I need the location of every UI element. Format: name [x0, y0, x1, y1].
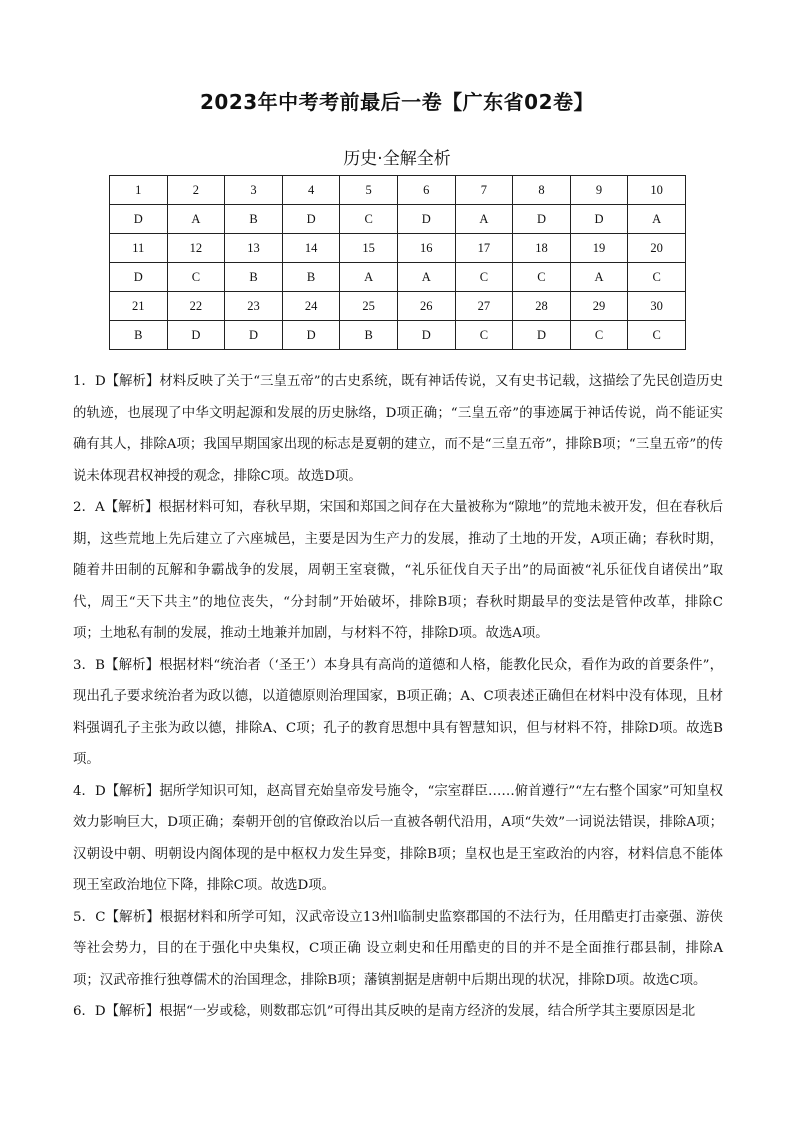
table-cell: D [110, 263, 168, 292]
page-subtitle: 历史·全解全析 [343, 149, 451, 169]
table-cell: C [455, 263, 513, 292]
table-cell: D [570, 205, 628, 234]
table-cell: 29 [570, 292, 628, 321]
table-cell: B [225, 205, 283, 234]
table-cell: 17 [455, 234, 513, 263]
table-cell: 23 [225, 292, 283, 321]
table-cell: C [570, 321, 628, 350]
table-cell: D [167, 321, 225, 350]
table-cell: 6 [397, 176, 455, 205]
table-cell: C [628, 321, 686, 350]
table-cell: A [570, 263, 628, 292]
analysis-section [73, 366, 723, 1028]
analysis-paragraph-6: 6．D【解析】根据“一岁或稔，则数郡忘饥”可得出其反映的是南方经济的发展，结合所学其主要原因是北 [73, 1004, 696, 1019]
table-cell: A [340, 263, 398, 292]
table-cell: 18 [513, 234, 571, 263]
page-title: 2023年中考考前最后一卷【广东省02卷】 [200, 90, 594, 114]
table-cell: 3 [225, 176, 283, 205]
table-cell: D [513, 205, 571, 234]
table-cell: 5 [340, 176, 398, 205]
table-cell: 11 [110, 234, 168, 263]
answer-table [109, 175, 686, 350]
table-cell: B [282, 263, 340, 292]
table-cell: 12 [167, 234, 225, 263]
analysis-paragraph-5: 5．C【解析】根据材料和所学可知，汉武帝设立13州l临制史监察郡国的不法行为，任用酷吏打击豪强、游侠等社会势力，目的在于强化中央集权，C项正确 设立刺史和任用酷吏的目的并不是全面推行郡县制，排除A项；汉武帝推行独尊儒术的治国理念，排除B项；藩镇割据是唐朝中后期出现的状况，排除D项。故选C项。 [73, 909, 723, 988]
analysis-paragraph-3: 3．B【解析】根据材料“统治者（‘圣王’）本身具有高尚的道德和人格，能教化民众，看作为政的首要条件”，现出孔子要求统治者为政以德，以道德原则治理国家，B项正确；A、C项表述正确但在材料中没有体现，且材料强调孔子主张为政以德，排除A、C项；孔子的教育思想中具有智慧知识，但与材料不符，排除D项。故选B项。 [73, 657, 723, 767]
table-row [110, 263, 686, 292]
table-cell: A [455, 205, 513, 234]
table-cell: 1 [110, 176, 168, 205]
table-row [110, 292, 686, 321]
table-cell: B [340, 321, 398, 350]
table-cell: A [397, 263, 455, 292]
table-cell: 22 [167, 292, 225, 321]
table-cell: C [167, 263, 225, 292]
table-cell: 28 [513, 292, 571, 321]
analysis-paragraph-4: 4．D【解析】据所学知识可知，赵高冒充始皇帝发号施令，“宗室群臣……俯首遵行”“左右整个国家”可知皇权效力影响巨大，D项正确；秦朝开创的官僚政治以后一直被各朝代沿用，A项“失效”一词说法错误，排除A项；汉朝设中朝、明朝设内阁体现的是中枢权力发生异变，排除B项；皇权也是王室政治的内容，材料信息不能体现王室政治地位下降，排除C项。故选D项。 [73, 783, 723, 893]
table-cell: 19 [570, 234, 628, 263]
table-cell: 9 [570, 176, 628, 205]
table-cell: 2 [167, 176, 225, 205]
analysis-paragraph-2: 2．A【解析】根据材料可知，春秋早期，宋国和郑国之间存在大量被称为“隙地”的荒地未被开发，但在春秋后期，这些荒地上先后建立了六座城邑，主要是因为生产力的发展，推动了土地的开发，A项正确；春秋时期，随着井田制的瓦解和争霸战争的发展，周朝王室衰微，“礼乐征伐自天子出”的局面被“礼乐征伐自诸侯出”取代，周王“天下共主”的地位丧失，“分封制”开始破坏，排除B项；春秋时期最早的变法是管仲改革，排除C项；土地私有制的发展，推动土地兼并加剧，与材料不符，排除D项。故选A项。 [73, 500, 723, 641]
table-cell: 30 [628, 292, 686, 321]
table-cell: D [397, 205, 455, 234]
table-cell: 27 [455, 292, 513, 321]
table-cell: C [455, 321, 513, 350]
table-cell: C [628, 263, 686, 292]
table-cell: 24 [282, 292, 340, 321]
table-cell: 14 [282, 234, 340, 263]
analysis-paragraph-1: 1．D【解析】材料反映了关于“三皇五帝”的古史系统，既有神话传说，又有史书记载，这描绘了先民创造历史的轨迹，也展现了中华文明起源和发展的历史脉络，D项正确；“三皇五帝”的事迹属于神话传说，尚不能证实确有其人，排除A项；我国早期国家出现的标志是夏朝的建立，而不是“三皇五帝”，排除B项；“三皇五帝”的传说未体现君权神授的观念，排除C项。故选D项。 [73, 374, 723, 484]
table-cell: D [397, 321, 455, 350]
table-cell: 4 [282, 176, 340, 205]
table-cell: 25 [340, 292, 398, 321]
table-cell: 26 [397, 292, 455, 321]
table-cell: 21 [110, 292, 168, 321]
table-cell: D [110, 205, 168, 234]
table-row [110, 205, 686, 234]
table-cell: 20 [628, 234, 686, 263]
table-cell: D [513, 321, 571, 350]
table-cell: D [282, 321, 340, 350]
table-cell: B [110, 321, 168, 350]
table-cell: A [167, 205, 225, 234]
table-cell: C [513, 263, 571, 292]
table-row [110, 234, 686, 263]
table-cell: A [628, 205, 686, 234]
table-row [110, 321, 686, 350]
table-row [110, 176, 686, 205]
table-cell: C [340, 205, 398, 234]
table-cell: 16 [397, 234, 455, 263]
table-cell: 13 [225, 234, 283, 263]
table-cell: 8 [513, 176, 571, 205]
table-cell: B [225, 263, 283, 292]
table-cell: D [225, 321, 283, 350]
table-cell: D [282, 205, 340, 234]
table-cell: 7 [455, 176, 513, 205]
table-cell: 10 [628, 176, 686, 205]
table-cell: 15 [340, 234, 398, 263]
